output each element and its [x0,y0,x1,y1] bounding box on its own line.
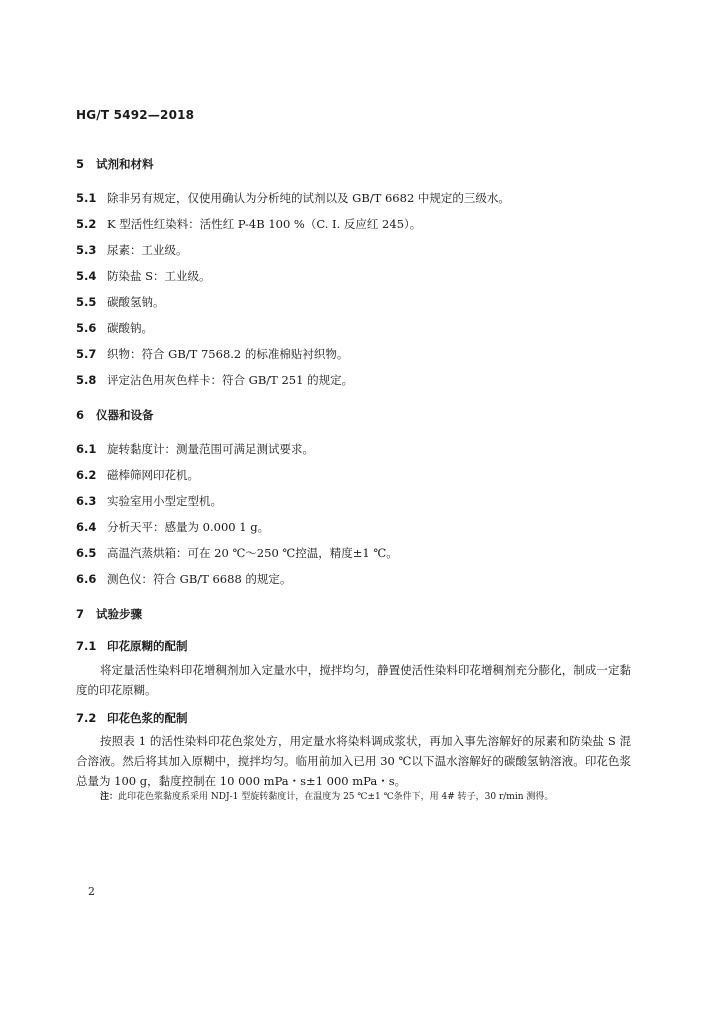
section-number: 6 [76,408,85,422]
note-label: 注： [100,792,119,802]
clause-text: 高温汽蒸烘箱：可在 20 ℃～250 ℃控温，精度±1 ℃。 [107,546,398,560]
section-title: 试验步骤 [96,607,142,621]
clause-text: 除非另有规定，仅使用确认为分析纯的试剂以及 GB/T 6682 中规定的三级水。 [107,191,510,205]
clause-item [76,346,348,362]
clause-text: K 型活性红染料：活性红 P-4B 100 %（C. I. 反应红 245）。 [107,217,422,231]
clause-text: 实验室用小型定型机。 [107,494,222,508]
clause-number: 5.5 [76,295,97,309]
clause-number: 6.4 [76,520,97,534]
clause-item [76,242,188,258]
clause-number: 6.2 [76,468,97,482]
paragraph: 将定量活性染料印花增稠剂加入定量水中，搅拌均匀，静置使活性染料印花增稠剂充分膨化，制成一定黏度的印花原糊。 [76,663,631,697]
standard-number: HG/T 5492—2018 [76,108,195,122]
clause-number: 5.6 [76,321,97,335]
clause-number: 6.6 [76,572,97,586]
clause-item [76,545,398,561]
clause-item [76,268,211,284]
clause-number: 6.3 [76,494,97,508]
clause-number: 5.1 [76,191,97,205]
page-number: 2 [88,885,95,898]
clause-item [76,493,222,509]
clause-number: 5.3 [76,243,97,257]
clause-item [76,571,291,587]
subsection-title: 印花色浆的配制 [107,711,188,725]
note-text: 此印花色浆黏度系采用 NDJ-1 型旋转黏度计，在温度为 25 ℃±1 ℃条件下，用 4# 转子，30 r/min 测得。 [118,792,554,802]
clause-number: 5.7 [76,347,97,361]
clause-item [76,441,314,457]
clause-item [76,216,421,232]
subsection-number: 7.1 [76,639,97,653]
clause-number: 5.8 [76,373,97,387]
section-number: 7 [76,607,85,621]
section-number: 5 [76,157,85,171]
section-title: 仪器和设备 [96,408,154,422]
clause-text: 碳酸钠。 [107,321,153,335]
subsection-7-1-heading [76,638,188,654]
subsection-7-2-heading [76,710,188,726]
clause-text: 织物：符合 GB/T 7568.2 的标准棉贴衬织物。 [107,347,349,361]
section-7-heading [76,606,142,622]
clause-item [76,467,199,483]
section-title: 试剂和材料 [96,157,154,171]
clause-item [76,320,153,336]
clause-text: 碳酸氢钠。 [107,295,165,309]
clause-number: 6.1 [76,442,97,456]
section-5-heading [76,156,154,172]
clause-text: 分析天平：感量为 0.000 1 g。 [107,520,270,534]
clause-number: 5.4 [76,269,97,283]
section-6-heading [76,407,154,423]
clause-text: 磁棒筛网印花机。 [107,468,199,482]
clause-item [76,190,510,206]
clause-item [76,294,165,310]
note [100,789,553,802]
subsection-title: 印花原糊的配制 [107,639,188,653]
clause-text: 测色仪：符合 GB/T 6688 的规定。 [107,572,292,586]
clause-text: 旋转黏度计：测量范围可满足测试要求。 [107,442,314,456]
clause-item [76,372,353,388]
clause-text: 防染盐 S：工业级。 [107,269,211,283]
paragraph: 按照表 1 的活性染料印花色浆处方，用定量水将染料调成浆状，再加入事先溶解好的尿素和防染盐 S 混合溶液。然后将其加入原糊中，搅拌均匀。临用前加入已用 30 ℃以下温水溶解好的碳酸氢钠溶液。印花色浆总量为 100 g，黏度控制在 10 000 mPa・s±1 000 mPa・s。 [76,734,631,788]
clause-text: 尿素：工业级。 [107,243,188,257]
clause-number: 5.2 [76,217,97,231]
clause-text: 评定沾色用灰色样卡：符合 GB/T 251 的规定。 [107,373,354,387]
subsection-number: 7.2 [76,711,97,725]
clause-item [76,519,269,535]
clause-number: 6.5 [76,546,97,560]
